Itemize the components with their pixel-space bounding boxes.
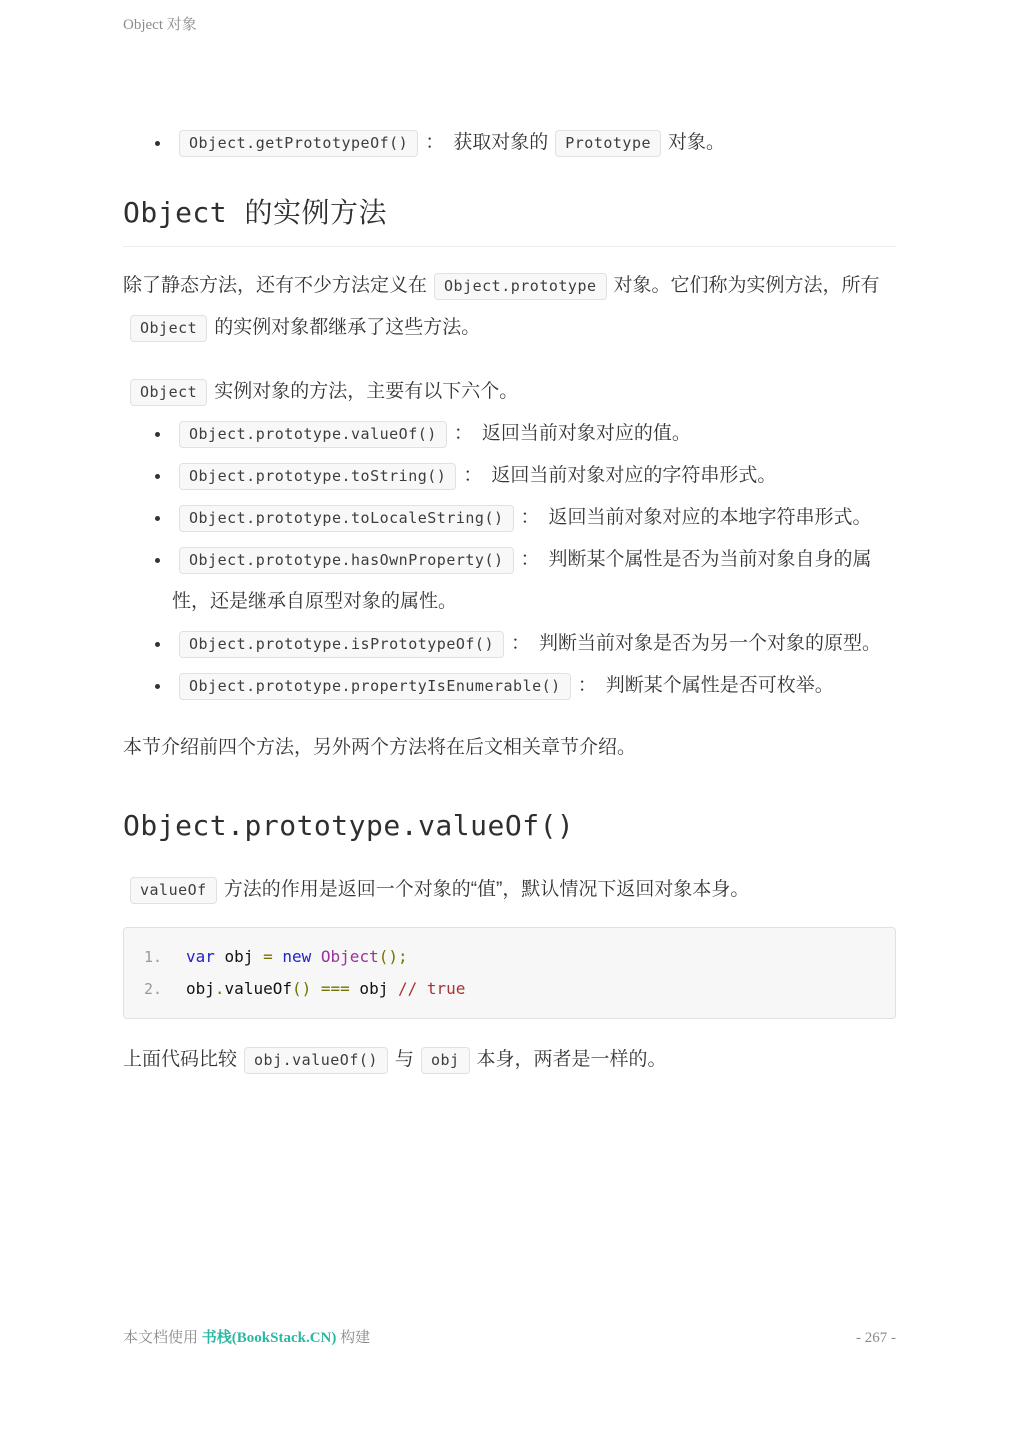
token-keyword: var bbox=[186, 947, 215, 966]
colon: ： bbox=[453, 423, 473, 444]
page-content bbox=[123, 0, 896, 1081]
list-item-text: 判断当前对象是否为另一个对象的原型。 bbox=[539, 633, 882, 654]
list-item bbox=[172, 122, 896, 164]
colon: ： bbox=[463, 465, 483, 486]
paragraph-code-explanation bbox=[123, 1039, 896, 1081]
section-heading-valueof: Object.prototype.valueOf() bbox=[123, 809, 575, 842]
inline-code: Object.prototype.hasOwnProperty() bbox=[179, 547, 514, 574]
list-item-text: 判断某个属性是否可枚举。 bbox=[605, 675, 834, 696]
instance-methods-list bbox=[123, 413, 896, 707]
token-plain: valueOf bbox=[224, 979, 292, 998]
inline-code: Object.prototype.valueOf() bbox=[179, 421, 447, 448]
list-item-text: 获取对象的 bbox=[453, 132, 549, 153]
token-plain: obj bbox=[349, 979, 398, 998]
inline-code: obj.valueOf() bbox=[244, 1047, 388, 1074]
code-block-lines bbox=[144, 941, 875, 1005]
token-plain bbox=[273, 947, 283, 966]
line-number: 2. bbox=[144, 980, 163, 998]
inline-code: Object.prototype.isPrototypeOf() bbox=[179, 631, 504, 658]
list-item-text: 判断某个属性是否为当前对象自身的属性，还是继承自原型对象的属性。 bbox=[172, 549, 872, 612]
token-plain: obj bbox=[214, 947, 264, 966]
colon: ： bbox=[577, 675, 597, 696]
list-item bbox=[172, 539, 896, 623]
token-plain bbox=[311, 979, 321, 998]
colon: ： bbox=[510, 633, 530, 654]
list-item bbox=[172, 413, 896, 455]
inline-code: Object.getPrototypeOf() bbox=[179, 130, 418, 157]
list-item bbox=[172, 497, 896, 539]
code-text bbox=[186, 947, 408, 966]
paragraph-text: 上面代码比较 bbox=[123, 1049, 238, 1070]
static-method-list bbox=[123, 122, 896, 164]
footer-text: 构建 bbox=[336, 1330, 371, 1346]
code-line bbox=[144, 973, 875, 1005]
token-keyword: new bbox=[282, 947, 312, 966]
bookstack-link[interactable]: 书栈(BookStack.CN) bbox=[201, 1330, 337, 1346]
code-block bbox=[123, 927, 896, 1019]
inline-code: Object.prototype bbox=[434, 273, 607, 300]
token-punctuation: = bbox=[263, 947, 273, 966]
list-item bbox=[172, 665, 896, 707]
footer-build-note bbox=[123, 1326, 370, 1347]
paragraph-text: 本身，两者是一样的。 bbox=[476, 1049, 667, 1070]
list-item-text: 对象。 bbox=[668, 132, 726, 153]
paragraph-instance-intro bbox=[123, 265, 896, 349]
paragraph-text: 实例对象的方法，主要有以下六个。 bbox=[214, 381, 519, 402]
page-footer bbox=[123, 1326, 896, 1347]
code-text bbox=[186, 979, 465, 998]
token-punctuation: () bbox=[291, 979, 312, 998]
colon: ： bbox=[520, 507, 540, 528]
list-item-text: 返回当前对象对应的字符串形式。 bbox=[491, 465, 777, 486]
token-punctuation: (); bbox=[378, 947, 408, 966]
page-number: - 267 - bbox=[856, 1330, 896, 1346]
line-number: 1. bbox=[144, 948, 163, 966]
list-item bbox=[172, 455, 896, 497]
paragraph-text: 方法的作用是返回一个对象的“值”，默认情况下返回对象本身。 bbox=[223, 879, 750, 900]
inline-code: obj bbox=[421, 1047, 470, 1074]
code-line bbox=[144, 941, 875, 973]
inline-code: Object.prototype.toString() bbox=[179, 463, 456, 490]
inline-code: Object.prototype.toLocaleString() bbox=[179, 505, 514, 532]
paragraph-section-note: 本节介绍前四个方法，另外两个方法将在后文相关章节介绍。 bbox=[123, 737, 637, 758]
token-plain bbox=[311, 947, 321, 966]
token-punctuation: === bbox=[320, 979, 350, 998]
inline-code: Object bbox=[130, 315, 207, 342]
footer-text: 本文档使用 bbox=[123, 1330, 202, 1346]
inline-code: Prototype bbox=[555, 130, 661, 157]
list-item-text: 返回当前对象对应的本地字符串形式。 bbox=[548, 507, 872, 528]
inline-code: Object bbox=[130, 379, 207, 406]
section-heading-instance-methods: Object 的实例方法 bbox=[123, 196, 896, 247]
token-plain: obj bbox=[186, 979, 215, 998]
list-item-text: 返回当前对象对应的值。 bbox=[481, 423, 691, 444]
inline-code: valueOf bbox=[130, 877, 217, 904]
token-comment: // true bbox=[397, 979, 466, 998]
header-title: Object 对象 bbox=[123, 17, 197, 33]
paragraph-text: 除了静态方法，还有不少方法定义在 bbox=[123, 275, 428, 296]
token-type: Object bbox=[320, 947, 379, 966]
paragraph-valueof-intro bbox=[123, 869, 896, 911]
paragraph-text: 与 bbox=[394, 1049, 414, 1070]
colon: ： bbox=[425, 132, 445, 153]
paragraph-text: 对象。它们称为实例方法，所有 bbox=[613, 275, 880, 296]
paragraph-six-methods bbox=[123, 371, 896, 413]
token-punctuation: . bbox=[214, 979, 225, 998]
colon: ： bbox=[520, 549, 540, 570]
inline-code: Object.prototype.propertyIsEnumerable() bbox=[179, 673, 571, 700]
list-item bbox=[172, 623, 896, 665]
paragraph-text: 的实例对象都继承了这些方法。 bbox=[214, 317, 481, 338]
